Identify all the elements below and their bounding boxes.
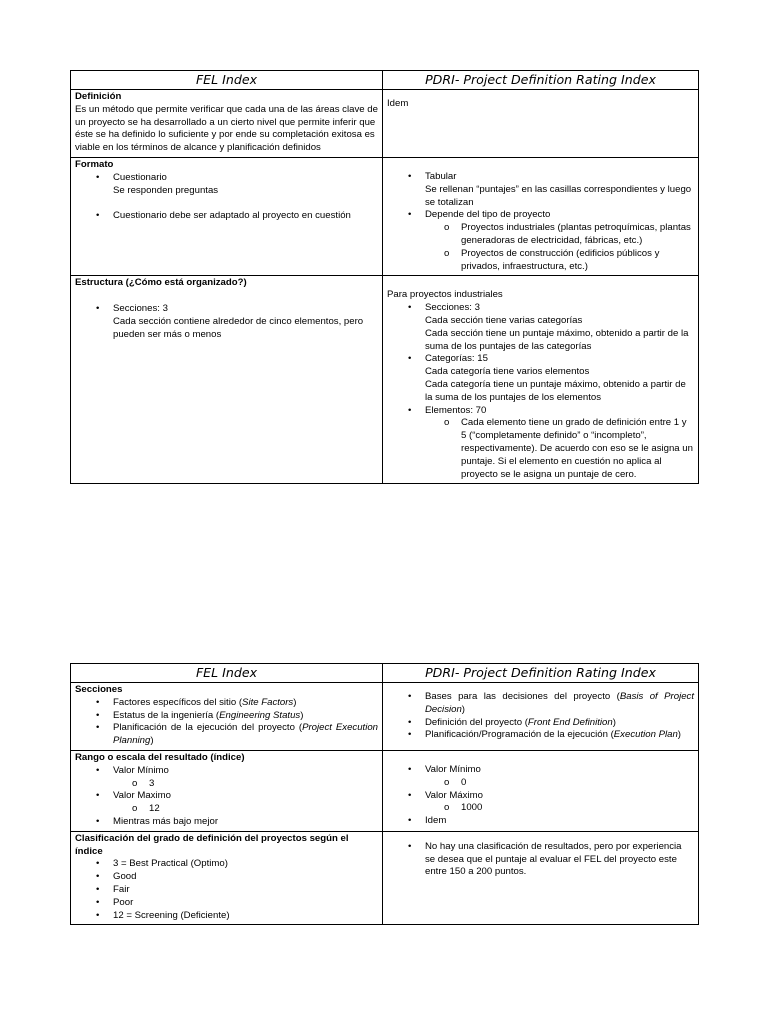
- cell-pdri-rango: [383, 750, 699, 831]
- cell-fel-rango: [71, 750, 383, 831]
- list-item: • Fair: [113, 884, 378, 897]
- sublist-item: o Proyectos de construcción (edificios públicos y privados, infraestructura, etc.): [461, 248, 694, 274]
- fel-definicion-text: Es un método que permite verificar que cada una de las áreas clave de un proyecto se ha desarrollado a un cierto nivel que permite inferir que éste se ha definido lo suficiente y por ende su completación exitosa es viable en los términos de alcance y planificación definidos: [75, 103, 378, 154]
- list-item: • Definición del proyecto (Front End Definition): [425, 717, 694, 730]
- table-header-row: [71, 71, 699, 90]
- list-item-subtext: Cada sección tiene un puntaje máximo, obtenido a partir de la suma de los puntajes de las categorías: [425, 327, 689, 352]
- sublist-item: o Cada elemento tiene un grado de definición entre 1 y 5 (“completamente definido” o “incompleto”, respectivamente). De acuerdo con eso se le asigna un puntaje. Si el elemento en cuestión no aplica al proyecto se le asigna un puntaje de cero.: [461, 417, 694, 481]
- list-item-text: • Elementos: 70: [425, 404, 487, 416]
- list-item: • Idem: [425, 815, 694, 828]
- list-item-text: • Valor Maximo: [113, 790, 171, 802]
- list-item: [113, 172, 378, 211]
- list-item: • Mientras más bajo mejor: [113, 816, 378, 829]
- sublist-item: o Proyectos industriales (plantas petroquímicas, plantas generadoras de electricidad, fábricas, etc.): [461, 222, 694, 248]
- fel-secciones-list: [75, 697, 378, 748]
- list-item-text: • Valor Mínimo: [425, 763, 481, 775]
- pdri-estructura-list: [387, 302, 694, 481]
- row-estructura: [71, 276, 699, 484]
- header-pdri: PDRI- Project Definition Rating Index: [383, 71, 699, 90]
- header-fel-index: FEL Index: [71, 664, 383, 683]
- sublist-item: o 1000: [461, 802, 694, 815]
- list-item: [425, 764, 694, 790]
- header-pdri: PDRI- Project Definition Rating Index: [383, 664, 699, 683]
- fel-formato-list: [75, 172, 378, 223]
- pdri-clasificacion-list: [387, 841, 694, 879]
- table-header-row: [71, 664, 699, 683]
- section-title-formato: Formato: [75, 158, 114, 170]
- pdri-definicion-text: Idem: [387, 98, 409, 109]
- list-item-subtext: Se rellenan “puntajes” en las casillas correspondientes y luego se totalizan: [425, 183, 692, 208]
- header-fel-index: FEL Index: [71, 71, 383, 90]
- fel-estructura-list: [75, 303, 378, 341]
- list-item: • Bases para las decisiones del proyecto (Basis of Project Decision): [425, 691, 694, 717]
- list-item: [425, 790, 694, 816]
- list-item-subtext: Cada sección tiene varias categorías: [425, 314, 583, 326]
- fel-clasificacion-list: [75, 858, 378, 922]
- list-item: • Factores específicos del sitio (Site Factors): [113, 697, 378, 710]
- list-item-text: • Depende del tipo de proyecto: [425, 209, 551, 221]
- cell-pdri-formato: [383, 157, 699, 275]
- list-item: • Planificación/Programación de la ejecución (Execution Plan): [425, 729, 694, 742]
- row-secciones: [71, 683, 699, 751]
- list-item: [113, 303, 378, 341]
- sublist-item: o 3: [149, 778, 378, 791]
- list-item: • Good: [113, 871, 378, 884]
- list-item-subtext: Cada categoría tiene varios elementos: [425, 366, 590, 378]
- list-item-subtext: Cada categoría tiene un puntaje máximo, obtenido a partir de la suma de los puntajes de los elementos: [425, 378, 686, 403]
- row-clasificacion: [71, 831, 699, 925]
- list-item: [425, 302, 694, 353]
- section-title-secciones: Secciones: [75, 684, 123, 695]
- section-title-clasificacion: Clasificación del grado de definición del proyectos según el índice: [75, 832, 349, 857]
- cell-fel-secciones: [71, 683, 383, 751]
- list-item: • Poor: [113, 897, 378, 910]
- cell-fel-definicion: [71, 90, 383, 158]
- row-definicion: [71, 90, 699, 158]
- list-item-text: • Secciones: 3: [113, 303, 168, 315]
- list-item: • 12 = Screening (Deficiente): [113, 910, 378, 923]
- list-item-text: • Tabular: [425, 170, 457, 182]
- list-item-text: • Valor Mínimo: [113, 764, 169, 776]
- list-item: • 3 = Best Practical (Optimo): [113, 858, 378, 871]
- sublist-item: o 12: [149, 803, 378, 816]
- list-item-text: • Categorías: 15: [425, 353, 488, 365]
- cell-fel-formato: [71, 157, 383, 275]
- cell-pdri-definicion: [383, 90, 699, 158]
- fel-rango-list: [75, 765, 378, 829]
- section-title-estructura: Estructura (¿Cómo está organizado?): [75, 277, 247, 289]
- list-item: [425, 171, 694, 209]
- section-title-definicion: Definición: [75, 91, 122, 102]
- sublist-item: o 0: [461, 777, 694, 790]
- pdri-estructura-sublist: [425, 417, 694, 481]
- pdri-estructura-intro: Para proyectos industriales: [387, 289, 503, 301]
- list-item: [425, 405, 694, 482]
- pdri-formato-sublist: [425, 222, 694, 273]
- pdri-secciones-list: [387, 691, 694, 742]
- list-item: [425, 353, 694, 404]
- list-item: • Estatus de la ingeniería (Engineering Status): [113, 710, 378, 723]
- cell-pdri-estructura: [383, 276, 699, 484]
- comparison-table-2: [70, 663, 699, 925]
- cell-pdri-secciones: [383, 683, 699, 751]
- list-item: • No hay una clasificación de resultados, pero por experiencia se desea que el puntaje al evaluar el FEL del proyecto este entre 150 a 200 puntos.: [425, 841, 694, 879]
- comparison-table-1: [70, 70, 699, 484]
- list-item-text: • Cuestionario: [113, 171, 167, 183]
- list-item-text: • Valor Máximo: [425, 789, 483, 801]
- row-formato: [71, 157, 699, 275]
- list-item-subtext: Cada sección contiene alrededor de cinco elementos, pero pueden ser más o menos: [113, 315, 364, 340]
- list-item-text: • Secciones: 3: [425, 302, 480, 314]
- row-rango: [71, 750, 699, 831]
- cell-fel-estructura: [71, 276, 383, 484]
- section-title-rango: Rango o escala del resultado (índice): [75, 751, 245, 763]
- pdri-rango-list: [387, 764, 694, 828]
- pdri-formato-list: [387, 171, 694, 273]
- cell-pdri-clasificacion: [383, 831, 699, 925]
- list-item-subtext: Se responden preguntas: [113, 184, 219, 196]
- cell-fel-clasificacion: [71, 831, 383, 925]
- list-item: [113, 790, 378, 816]
- list-item: [113, 765, 378, 791]
- list-item-text: • Cuestionario debe ser adaptado al proyecto en cuestión: [113, 210, 351, 222]
- list-item: • Planificación de la ejecución del proyecto (Project Execution Planning): [113, 722, 378, 748]
- list-item: [113, 210, 378, 223]
- list-item: [425, 209, 694, 273]
